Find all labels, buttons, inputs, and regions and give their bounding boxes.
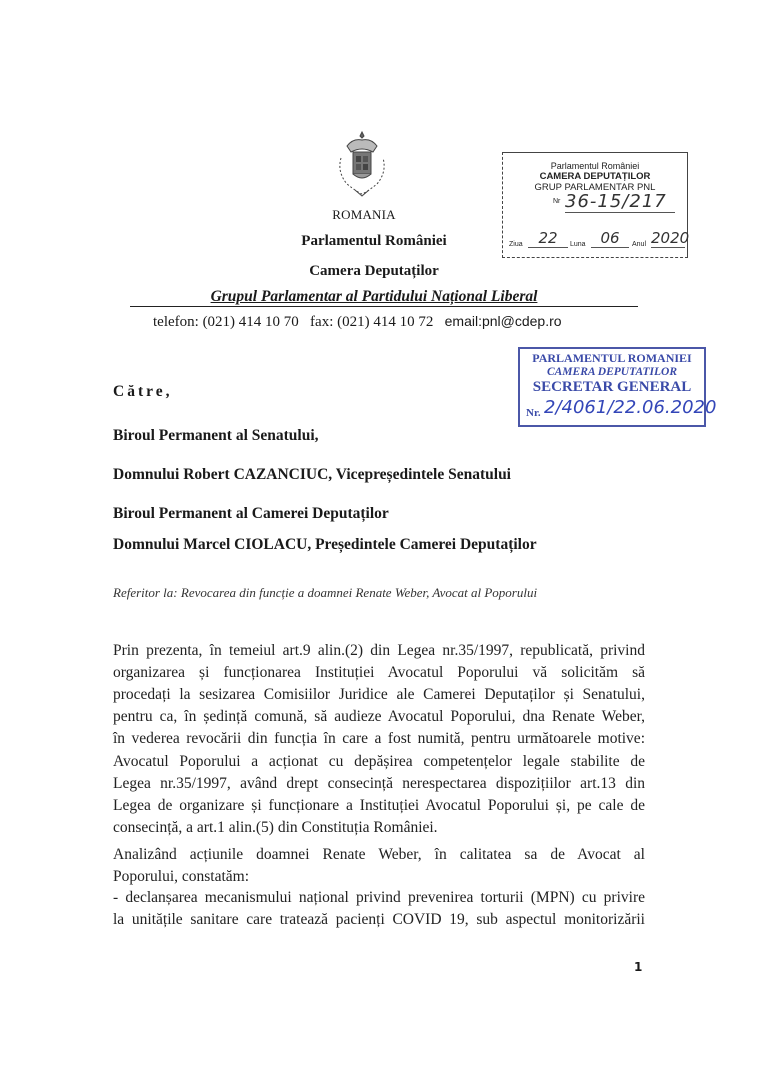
registry-stamp [502,152,688,258]
addressee-senate-bureau: Biroul Permanent al Senatului, [113,427,319,444]
header-divider [130,306,638,307]
stamp2-nr-value: 2/4061/22.06.2020 [544,397,717,418]
stamp-day-label: Ziua [509,241,523,248]
stamp-nr-value: 36-15/217 [565,191,675,213]
paragraph-line: consecință, a art.1 alin.(5) din Constituția României. [113,819,438,836]
paragraph-finding-1 [113,887,645,931]
paragraph-line: Avocatul Poporului a acționat cu depășirea competențelor legale stabilite de [113,753,645,770]
reference-line: Referitor la: Revocarea din funcție a doamnei Renate Weber, Avocat al Poporului [113,585,538,600]
stamp-year-label: Anul [632,241,647,248]
stamp-year-value: 2020 [651,229,690,247]
stamp2-line-1: PARLAMENTUL ROMANIEI [532,351,692,365]
stamp2-nr-label: Nr. [526,407,541,419]
institution-name: Parlamentul României [301,233,447,249]
paragraph-line: procedați la sesizarea Comisiilor Juridice ale Camerei Deputaților și Senatului, [113,686,645,703]
paragraph-request [113,640,645,750]
stamp2-line-3: SECRETAR GENERAL [532,379,692,395]
chamber-name: Camera Deputaților [309,263,439,279]
email-address: email:pnl@cdep.ro [444,313,562,329]
paragraph-line: la unitățile sanitare care tratează pacienți COVID 19, sub aspectul monitorizării [113,911,645,928]
page-number: 1 [634,960,643,974]
stamp-nr-label: Nr [553,198,561,205]
paragraph-line: Prin prezenta, în temeiul art.9 alin.(2) din Legea nr.35/1997, republicată, privind [113,642,645,659]
paragraph-line: - declanșarea mecanismului național privind prevenirea torturii (MPN) cu privire [113,889,645,906]
paragraph-line: pentru ca, în ședință comună, să audieze Avocatul Poporului, dna Renate Weber, [113,708,645,725]
paragraph-line: Analizând acțiunile doamnei Renate Weber, în calitatea sa de Avocat al [113,846,645,863]
addressee-chamber-president: Domnului Marcel CIOLACU, Președintele Camerei Deputaților [113,536,537,553]
paragraph-line: Legea de organizare și funcționare a Instituției Avocatul Poporului și, pe cale de [113,797,645,814]
country-name: ROMANIA [332,207,396,222]
paragraph-line: Legea nr.35/1997, având drept consecință nerespectarea dispozițiilor art.13 din [113,775,645,792]
paragraph-line: în vederea revocării din funcția în care a fost numită, pentru următoarele motive: [113,730,645,747]
stamp-month-value: 06 [591,229,629,248]
addressee-senate-vp: Domnului Robert CAZANCIUC, Vicepreședintele Senatului [113,466,511,483]
coat-of-arms-icon [333,128,391,200]
stamp-line-1: Parlamentul României [550,161,640,171]
parliamentary-group-title: Grupul Parlamentar al Partidului Național Liberal [210,288,538,305]
stamp2-line-2: CAMERA DEPUTATILOR [546,366,678,378]
secretary-general-stamp [518,347,717,427]
salutation: Către, [113,383,173,400]
stamp-day-value: 22 [528,229,568,248]
phone-fax: telefon: (021) 414 10 70 fax: (021) 414 10 72 [153,314,445,330]
addressee-chamber-bureau: Biroul Permanent al Camerei Deputaților [113,505,389,522]
stamp-month-label: Luna [570,241,586,248]
paragraph-line: organizarea și funcționarea Instituției Avocatul Poporului vă solicităm să [113,664,645,681]
contact-line [153,313,562,331]
paragraph-line: Poporului, constatăm: [113,868,250,885]
paragraph-analysis [113,844,645,888]
stamp-line-3: GRUP PARLAMENTAR PNL [534,182,656,193]
paragraph-grounds [113,751,645,839]
stamp-line-2: CAMERA DEPUTAȚILOR [539,171,651,182]
